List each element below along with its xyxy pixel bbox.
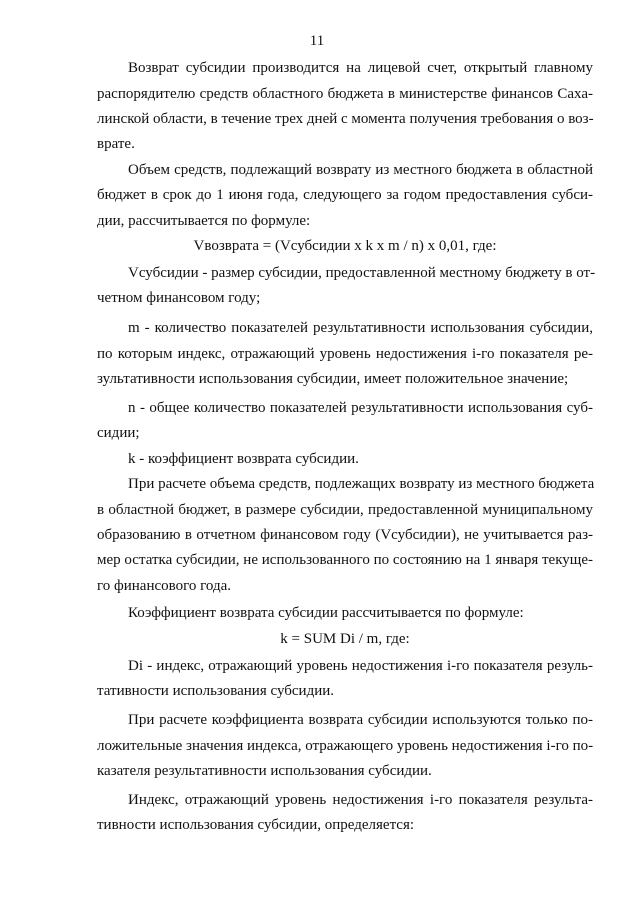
text-line: по которым индекс, отражающий уровень недостижения i-го показателя ре- xyxy=(97,346,593,362)
text-line: ложительные значения индекса, отражающего уровень недостижения i-го по- xyxy=(97,738,594,754)
text-line: Возврат субсидии производится на лицевой счет, открытый главному xyxy=(128,60,593,76)
text-line: го финансового года. xyxy=(97,578,232,594)
text-line: врате. xyxy=(97,136,135,152)
text-line: в областной бюджет, в размере субсидии, предоставленной муниципальному xyxy=(97,502,593,518)
text-line: k - коэффициент возврата субсидии. xyxy=(128,451,359,467)
formula-line: Vвозврата = (Vсубсидии x k x m / n) x 0,01, где: xyxy=(193,238,497,254)
text-line: m - количество показателей результативности использования субсидии, xyxy=(128,320,593,336)
text-line: образованию в отчетном финансовом году (Vсубсидии), не учитывается раз- xyxy=(97,527,593,543)
text-line: четном финансовом году; xyxy=(97,290,261,306)
text-line: Индекс, отражающий уровень недостижения i-го показателя результа- xyxy=(128,792,593,808)
text-line: сидии; xyxy=(97,425,140,441)
text-line: Коэффициент возврата субсидии рассчитывается по формуле: xyxy=(128,605,524,621)
text-line: Vсубсидии - размер субсидии, предоставленной местному бюджету в от- xyxy=(128,265,596,281)
text-line: бюджет в срок до 1 июня года, следующего за годом предоставления субси- xyxy=(97,187,593,203)
text-line: зультативности использования субсидии, имеет положительное значение; xyxy=(97,371,569,387)
text-line: линской области, в течение трех дней с момента получения требования о воз- xyxy=(97,111,594,127)
text-line: При расчете объема средств, подлежащих возврату из местного бюджета xyxy=(128,476,595,492)
text-line: n - общее количество показателей результативности использования суб- xyxy=(128,400,593,416)
text-line: Di - индекс, отражающий уровень недостижения i-го показателя резуль- xyxy=(128,658,593,674)
formula-line: k = SUM Di / m, где: xyxy=(280,631,410,647)
text-line: распорядителю средств областного бюджета в министерстве финансов Саха- xyxy=(97,86,593,102)
text-line: тативности использования субсидии. xyxy=(97,683,335,699)
text-line: дии, рассчитывается по формуле: xyxy=(97,213,311,229)
text-line: При расчете коэффициента возврата субсидии используются только по- xyxy=(128,712,593,728)
text-line: Объем средств, подлежащий возврату из местного бюджета в областной xyxy=(128,162,593,178)
text-line: мер остатка субсидии, не использованного по состоянию на 1 января текуще- xyxy=(97,552,593,568)
text-line: казателя результативности использования субсидии. xyxy=(97,763,432,779)
text-line: тивности использования субсидии, определяется: xyxy=(97,817,415,833)
page-number: 11 xyxy=(309,33,325,49)
